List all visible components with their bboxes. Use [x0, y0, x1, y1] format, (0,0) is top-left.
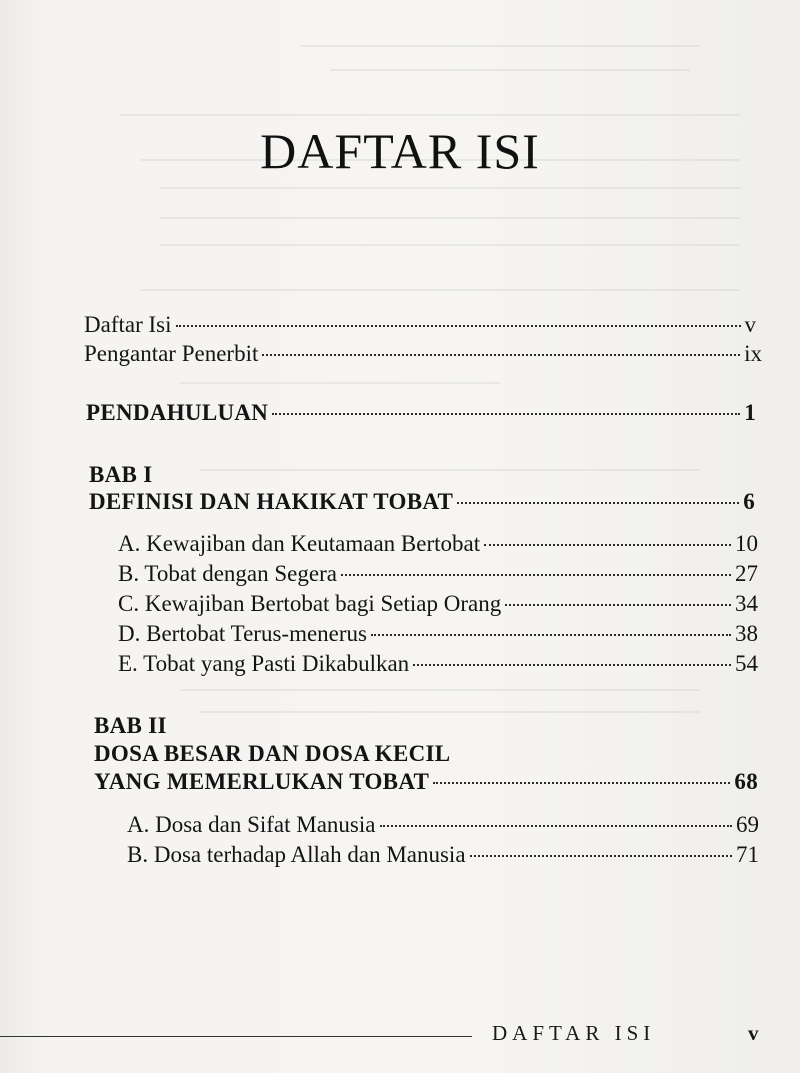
- toc-entry-label: E. Tobat yang Pasti Dikabulkan: [118, 651, 410, 676]
- chapter-title: DEFINISI DAN HAKIKAT TOBAT: [89, 489, 454, 514]
- toc-entry-label: C. Kewajiban Bertobat bagi Setiap Orang: [118, 591, 502, 616]
- toc-entry-page: 71: [736, 842, 759, 867]
- toc-entry-section-1b[interactable]: [118, 561, 758, 587]
- toc-entry-label: Daftar Isi: [84, 312, 172, 337]
- toc-entry-page: v: [744, 312, 756, 337]
- footer-page-number: v: [748, 1021, 759, 1045]
- toc-entry-page: 27: [735, 561, 758, 586]
- dot-leader: [413, 664, 731, 666]
- toc-entry-page: 68: [734, 769, 758, 794]
- page-title: DAFTAR ISI: [260, 123, 540, 179]
- toc-entry-page: 38: [735, 621, 758, 646]
- toc-entry-page: 6: [743, 489, 755, 514]
- toc-entry-section-1c[interactable]: [118, 591, 758, 617]
- running-footer-title: DAFTAR ISI: [492, 1021, 656, 1045]
- toc-entry-page: ix: [744, 341, 762, 366]
- dot-leader: [380, 825, 733, 827]
- toc-entry-page: 69: [736, 812, 759, 837]
- toc-entry-daftar-isi[interactable]: [84, 312, 756, 338]
- chapter-label-bab-ii: BAB II: [94, 713, 167, 738]
- toc-entry-section-2a[interactable]: [127, 812, 759, 838]
- dot-leader: [262, 354, 740, 356]
- toc-entry-label: D. Bertobat Terus-menerus: [118, 621, 367, 646]
- dot-leader: [176, 325, 741, 327]
- toc-entry-pendahuluan[interactable]: [86, 400, 756, 426]
- toc-entry-page: 1: [744, 400, 756, 425]
- toc-entry-section-1d[interactable]: [118, 621, 758, 647]
- toc-entry-chapter-1[interactable]: [89, 489, 755, 515]
- chapter-title-line-1: DOSA BESAR DAN DOSA KECIL: [94, 741, 451, 766]
- toc-entry-label: Pengantar Penerbit: [84, 341, 259, 366]
- dot-leader: [457, 502, 739, 504]
- dot-leader: [272, 413, 740, 415]
- toc-entry-label: PENDAHULUAN: [86, 400, 269, 425]
- toc-entry-label: A. Dosa dan Sifat Manusia: [127, 812, 376, 837]
- dot-leader: [470, 855, 732, 857]
- dot-leader: [505, 604, 731, 606]
- footer-rule: [0, 1036, 472, 1037]
- dot-leader: [484, 544, 731, 546]
- dot-leader: [371, 634, 731, 636]
- toc-entry-label: B. Dosa terhadap Allah dan Manusia: [127, 842, 466, 867]
- chapter-title-line-2: YANG MEMERLUKAN TOBAT: [94, 769, 430, 794]
- toc-entry-page: 54: [735, 651, 758, 676]
- toc-entry-page: 34: [735, 591, 758, 616]
- toc-entry-section-2b[interactable]: [127, 842, 759, 868]
- dot-leader: [433, 782, 730, 784]
- toc-entry-section-1e[interactable]: [118, 651, 758, 677]
- chapter-label-bab-i: BAB I: [89, 462, 153, 487]
- dot-leader: [341, 574, 731, 576]
- toc-entry-section-1a[interactable]: [118, 531, 758, 557]
- toc-entry-label: A. Kewajiban dan Keutamaan Bertobat: [118, 531, 481, 556]
- toc-entry-pengantar-penerbit[interactable]: [84, 341, 762, 367]
- toc-entry-label: B. Tobat dengan Segera: [118, 561, 337, 586]
- toc-entry-chapter-2[interactable]: [94, 769, 758, 795]
- toc-entry-page: 10: [735, 531, 758, 556]
